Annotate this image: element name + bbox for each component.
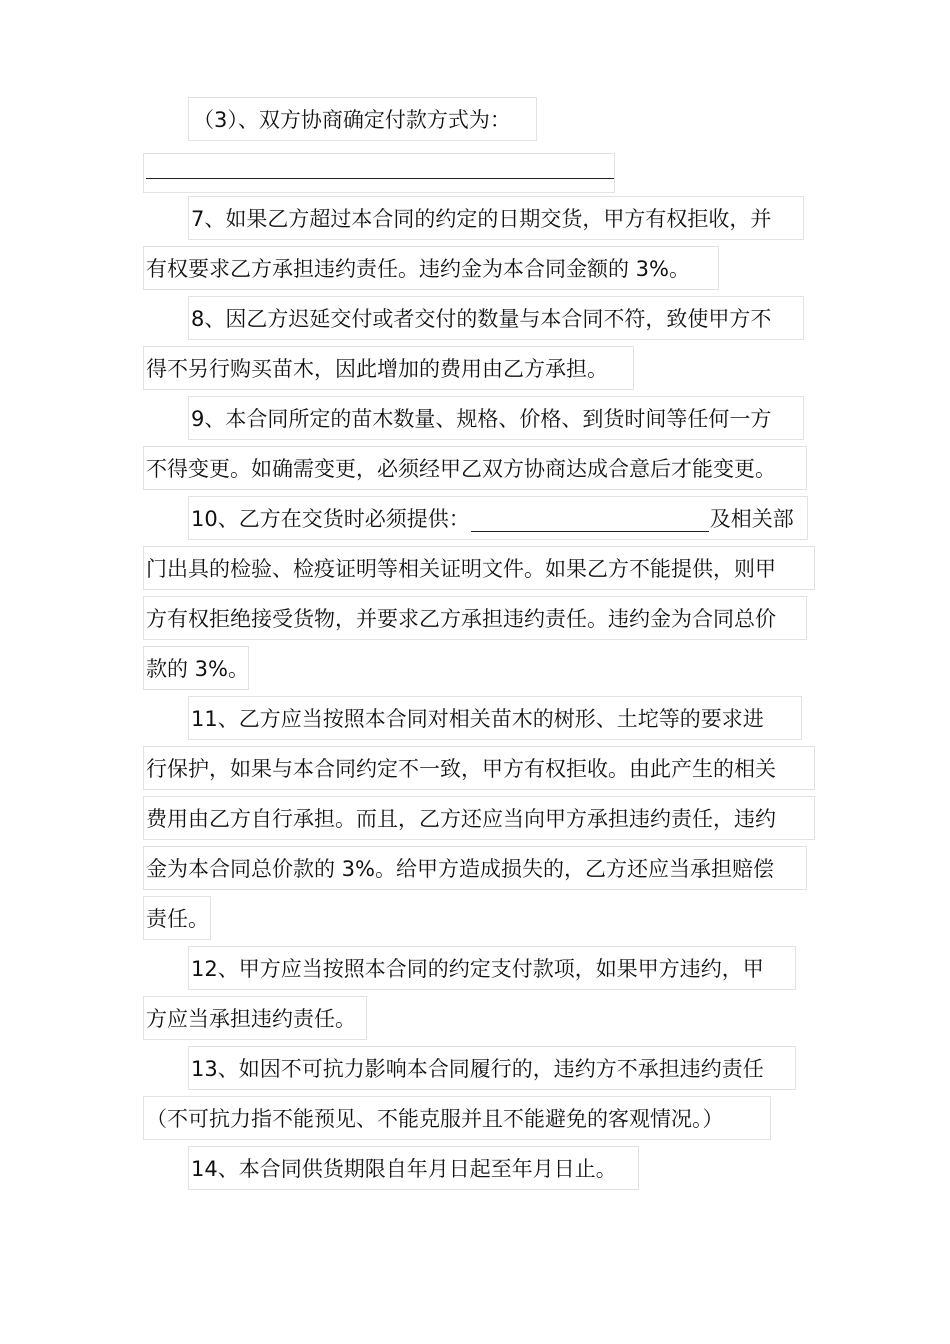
clause-text: 13、如因不可抗力影响本合同履行的，违约方不承担违约责任 [191,1057,764,1081]
clause-7-line-1 [188,196,804,240]
payment-method-blank-box [143,153,615,193]
clause-11-line-2 [143,746,815,790]
clause-12-line-2 [143,996,367,1040]
clause-10-line-3 [143,596,807,640]
clause-text: 8、因乙方迟延交付或者交付的数量与本合同不符，致使甲方不 [191,307,772,331]
clause-13-line-1 [188,1046,796,1090]
clause-text: 款的 3%。 [146,657,249,681]
clause-text: 责任。 [146,907,209,931]
clause-text: 12、甲方应当按照本合同的约定支付款项，如果甲方违约，甲 [191,957,764,981]
clause-text: 方有权拒绝接受货物，并要求乙方承担违约责任。违约金为合同总价 [146,607,776,631]
clause-9-line-1 [188,396,804,440]
clause-text: 行保护，如果与本合同约定不一致，甲方有权拒收。由此产生的相关 [146,757,776,781]
clause-7-line-2 [143,246,719,290]
clause-text: 10、乙方在交货时必须提供： [191,507,470,531]
clause-text: 不得变更。如确需变更，必须经甲乙双方协商达成合意后才能变更。 [146,457,776,481]
clause-text: 14、本合同供货期限自年月日起至年月日止。 [191,1157,617,1181]
clause-text: 及相关部 [709,507,794,531]
clause-8-line-1 [188,296,804,340]
clause-11-line-4 [143,846,807,890]
clause-11-line-5 [143,896,211,940]
clause-14 [188,1146,639,1190]
clause-text: 11、乙方应当按照本合同对相关苗木的树形、土坨等的要求进 [191,707,764,731]
clause-12-line-1 [188,946,796,990]
documents-blank-line [471,507,709,532]
clause-text: （不可抗力指不能预见、不能克服并且不能避免的客观情况。） [146,1107,724,1131]
clause-text: 门出具的检验、检疫证明等相关证明文件。如果乙方不能提供，则甲 [146,557,776,581]
clause-8-line-2 [143,346,634,390]
clause-10-line-4 [143,646,249,690]
payment-method-blank-line [146,178,614,179]
clause-10-line-2 [143,546,815,590]
clause-text: 7、如果乙方超过本合同的约定的日期交货，甲方有权拒收，并 [191,207,772,231]
clause-11-line-1 [188,696,802,740]
clause-6-3-payment-method [188,97,537,141]
clause-text: 9、本合同所定的苗木数量、规格、价格、到货时间等任何一方 [191,407,772,431]
clause-10-line-1 [188,496,808,540]
clause-text: 得不另行购买苗木，因此增加的费用由乙方承担。 [146,357,608,381]
clause-13-line-2 [143,1096,771,1140]
clause-text: 方应当承担违约责任。 [146,1007,356,1031]
clause-text: （3）、双方协商确定付款方式为： [193,108,511,132]
clause-text: 有权要求乙方承担违约责任。违约金为本合同金额的 3%。 [146,257,690,281]
clause-11-line-3 [143,796,815,840]
clause-text: 费用由乙方自行承担。而且，乙方还应当向甲方承担违约责任，违约 [146,807,776,831]
clause-text: 金为本合同总价款的 3%。给甲方造成损失的，乙方还应当承担赔偿 [146,857,774,881]
clause-9-line-2 [143,446,807,490]
